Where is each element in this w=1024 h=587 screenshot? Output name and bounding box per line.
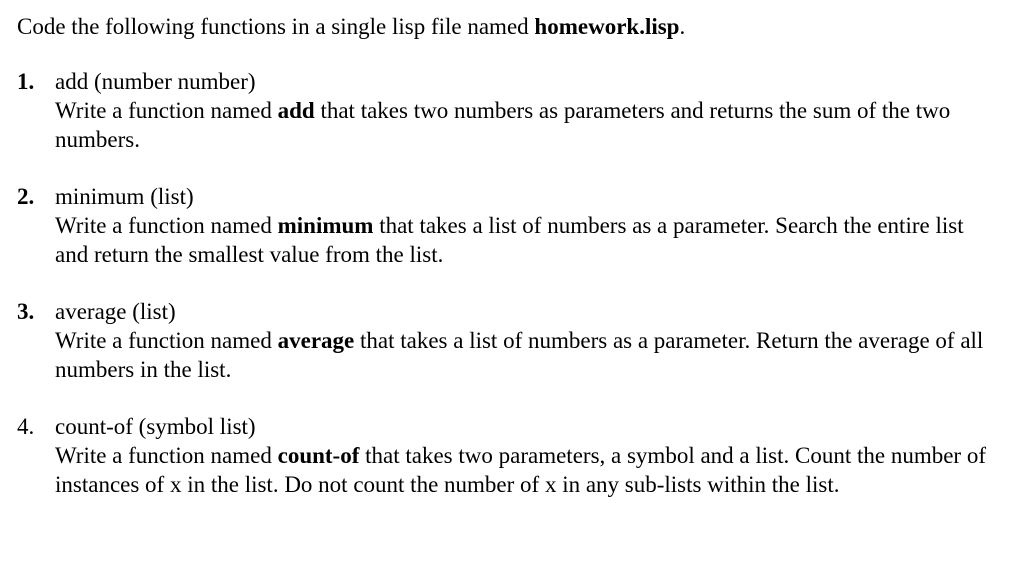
list-item: [17, 67, 1002, 154]
intro-period: .: [679, 14, 686, 39]
list-item: [17, 412, 1002, 499]
intro-paragraph: [17, 12, 1002, 41]
function-signature: count-of (symbol list): [55, 414, 256, 439]
function-name: count-of: [277, 443, 360, 468]
list-item: [17, 182, 1002, 269]
item-number: 3.: [17, 299, 35, 324]
function-signature: average (list): [55, 299, 176, 324]
function-description: [55, 441, 1002, 499]
desc-rest: that takes a list of numbers as a parameter. Return the average of all numbers in the list.: [55, 328, 984, 382]
desc-lead: Write a function named: [55, 443, 278, 468]
desc-rest: that takes two numbers as parameters and returns the sum of the two numbers.: [55, 98, 951, 152]
item-number: 4.: [17, 414, 35, 439]
item-number: 1.: [17, 69, 35, 94]
desc-rest: that takes two parameters, a symbol and a list. Count the number of instances of x in the list. Do not count the number of x in any sub-lists within the list.: [55, 443, 986, 497]
intro-text: Code the following functions in a single lisp file named: [17, 14, 535, 39]
desc-lead: Write a function named: [55, 328, 278, 353]
function-signature: minimum (list): [55, 184, 194, 209]
assignment-document: [17, 12, 1002, 499]
function-name: add: [277, 98, 315, 123]
desc-lead: Write a function named: [55, 98, 278, 123]
intro-filename: homework.lisp: [534, 14, 680, 39]
function-signature: add (number number): [55, 69, 256, 94]
item-number: 2.: [17, 184, 35, 209]
desc-lead: Write a function named: [55, 213, 278, 238]
function-description: [55, 211, 1002, 269]
function-name: average: [277, 328, 355, 353]
list-item: [17, 297, 1002, 384]
desc-rest: that takes a list of numbers as a parameter. Search the entire list and return the smallest value from the list.: [55, 213, 964, 267]
function-description: [55, 96, 1002, 154]
function-description: [55, 326, 1002, 384]
function-name: minimum: [277, 213, 374, 238]
